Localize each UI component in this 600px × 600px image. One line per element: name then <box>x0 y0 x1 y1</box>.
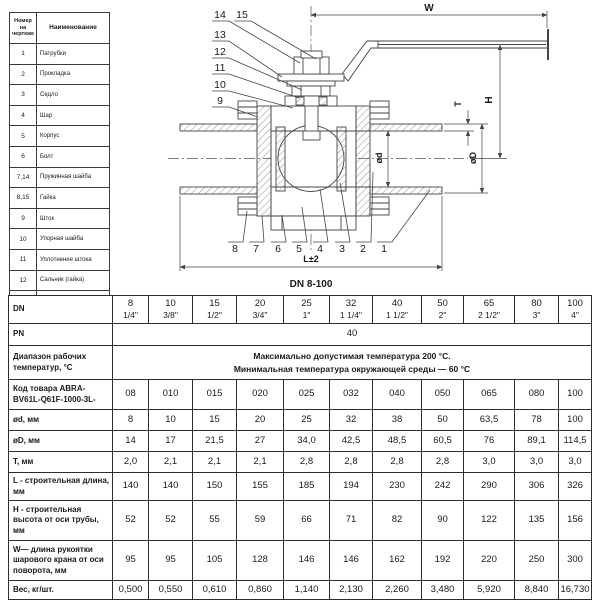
parts-table-header <box>10 13 110 44</box>
spec-row-label: T, мм <box>9 452 113 473</box>
part-row <box>10 188 110 209</box>
spec-cell: 42,5 <box>330 431 373 452</box>
spec-cell: 020 <box>237 380 284 410</box>
spec-cell: 306 <box>515 473 559 501</box>
spec-row-label: Диапазон рабочих температур, °C <box>9 346 113 380</box>
pipe-wall <box>180 187 257 194</box>
dn-mm: 65 <box>483 297 495 309</box>
end-cap <box>356 106 370 216</box>
part-name: Упорная шайба <box>37 229 110 250</box>
spec-cell: 2,1 <box>237 452 284 473</box>
spec-cell: 156 <box>559 501 592 541</box>
end-cap <box>257 106 271 216</box>
spec-cell <box>113 296 149 324</box>
spec-cell: 38 <box>373 410 422 431</box>
spec-cell: 50 <box>422 410 464 431</box>
callout-number: 12 <box>214 46 226 58</box>
bonnet <box>285 96 337 106</box>
spec-cell: 290 <box>464 473 515 501</box>
callout-number: 2 <box>360 243 366 255</box>
spec-cell: 185 <box>284 473 330 501</box>
part-number: 7,14 <box>10 167 37 188</box>
handle <box>342 29 548 81</box>
spec-cell <box>149 296 193 324</box>
part-row <box>10 126 110 147</box>
spec-cell: 95 <box>149 541 193 581</box>
spec-cell: 0,500 <box>113 581 149 600</box>
spec-cell: 032 <box>330 380 373 410</box>
spec-cell: 60,5 <box>422 431 464 452</box>
spec-cell: 71 <box>330 501 373 541</box>
dn-mm: 15 <box>209 297 220 309</box>
spec-cell: 230 <box>373 473 422 501</box>
spec-cell: 16,730 <box>559 581 592 600</box>
spec-row <box>9 473 592 501</box>
spec-cell: 0,610 <box>193 581 237 600</box>
handle-base <box>278 74 344 81</box>
spec-cell <box>464 296 515 324</box>
part-name: Уплотнение штока <box>37 249 110 270</box>
dn-inch: 1/4" <box>123 309 138 320</box>
part-name: Шток <box>37 208 110 229</box>
spec-cell: 25 <box>284 410 330 431</box>
spec-cell: 0,550 <box>149 581 193 600</box>
pipe-wall <box>370 124 442 131</box>
part-name: Болт <box>37 146 110 167</box>
spec-cell: 20 <box>237 410 284 431</box>
callout-number: 6 <box>275 243 281 255</box>
spec-cell: 146 <box>284 541 330 581</box>
part-row <box>10 105 110 126</box>
spec-cell: 8,840 <box>515 581 559 600</box>
part-row <box>10 167 110 188</box>
spec-row-temp <box>9 346 592 380</box>
seat <box>337 127 346 191</box>
callout-number: 11 <box>214 62 226 74</box>
spec-cell: 90 <box>422 501 464 541</box>
part-number: 3 <box>10 85 37 106</box>
callout-number: 3 <box>339 243 345 255</box>
part-row <box>10 249 110 270</box>
dn-inch: 1 1/4" <box>340 309 362 320</box>
dim-label-l: L±2 <box>303 254 319 264</box>
spec-cell: 17 <box>149 431 193 452</box>
spec-table <box>8 295 592 600</box>
spec-cell: 128 <box>237 541 284 581</box>
part-number: 2 <box>10 64 37 85</box>
dn-inch: 1 1/2" <box>386 309 408 320</box>
spec-row <box>9 380 592 410</box>
spec-cell: 63,5 <box>464 410 515 431</box>
temp-line-1: Максимально допустимая температура 200 °C. <box>253 350 451 361</box>
spec-cell: 3,480 <box>422 581 464 600</box>
spec-cell: 40 <box>113 324 592 346</box>
spec-cell: 27 <box>237 431 284 452</box>
spec-cell: 08 <box>113 380 149 410</box>
pipe-wall <box>370 187 442 194</box>
part-name: Пружинная шайба <box>37 167 110 188</box>
spec-row <box>9 541 592 581</box>
spec-row-label: W— длина рукоятки шарового крана от оси поворота, мм <box>9 541 113 581</box>
spec-cell: 59 <box>237 501 284 541</box>
part-number: 12 <box>10 270 37 291</box>
callout-number: 13 <box>214 29 226 41</box>
spec-row <box>9 431 592 452</box>
spec-cell: 025 <box>284 380 330 410</box>
part-number: 10 <box>10 229 37 250</box>
spec-cell: 3,0 <box>559 452 592 473</box>
drawing-caption: DN 8-100 <box>289 279 333 290</box>
spec-row <box>9 410 592 431</box>
spec-row-label: øD, мм <box>9 431 113 452</box>
thrust-washer <box>287 81 335 86</box>
callout-number: 10 <box>214 79 226 91</box>
spec-cell: 155 <box>237 473 284 501</box>
ball-valve-drawing <box>130 0 600 292</box>
dn-inch: 3" <box>532 309 541 320</box>
spec-row-pn <box>9 324 592 346</box>
spec-cell: 220 <box>464 541 515 581</box>
part-name: Шар <box>37 105 110 126</box>
spec-cell: 52 <box>149 501 193 541</box>
spec-cell: 140 <box>149 473 193 501</box>
dim-label-w: W <box>424 3 434 14</box>
spec-row-label: L - строительная длина, мм <box>9 473 113 501</box>
spec-cell: 040 <box>373 380 422 410</box>
spec-cell: 48,5 <box>373 431 422 452</box>
seat <box>276 127 285 191</box>
spec-cell: 2,1 <box>149 452 193 473</box>
dn-inch: 1" <box>302 309 311 320</box>
dn-mm: 10 <box>165 297 176 309</box>
spec-cell: 10 <box>149 410 193 431</box>
dn-mm: 50 <box>437 297 448 309</box>
spec-cell: 140 <box>113 473 149 501</box>
spec-row-dn <box>9 296 592 324</box>
spec-row-label: Код товара ABRA-BV61L-Q61F-1000-3L- <box>9 380 113 410</box>
dn-inch: 2 1/2" <box>478 309 500 320</box>
callout-number: 15 <box>236 9 248 21</box>
spec-cell: 8 <box>113 410 149 431</box>
callout-number: 7 <box>253 243 259 255</box>
dn-mm: 80 <box>531 297 542 309</box>
dim-label-od-small: ød <box>374 152 384 164</box>
parts-table <box>9 12 110 312</box>
spec-row-label: PN <box>9 324 113 346</box>
parts-col-name: Наименование <box>37 13 110 44</box>
dn-inch: 3/4" <box>252 309 268 320</box>
callout-number: 5 <box>296 243 302 255</box>
part-name: Гайка <box>37 188 110 209</box>
spec-cell: 89,1 <box>515 431 559 452</box>
spec-cell: 135 <box>515 501 559 541</box>
spec-cell: 78 <box>515 410 559 431</box>
spec-cell: 3,0 <box>464 452 515 473</box>
callout-number: 9 <box>217 95 223 107</box>
spec-row <box>9 501 592 541</box>
spec-cell: 146 <box>330 541 373 581</box>
part-number: 5 <box>10 126 37 147</box>
valve-body-section <box>180 29 548 230</box>
spec-cell: 15 <box>193 410 237 431</box>
dn-inch: 2" <box>438 309 447 320</box>
spec-cell: 21,5 <box>193 431 237 452</box>
spec-cell: 150 <box>193 473 237 501</box>
dim-label-h: H <box>484 96 495 104</box>
part-number: 4 <box>10 105 37 126</box>
dn-inch: 3/8" <box>163 309 178 320</box>
spec-cell: 162 <box>373 541 422 581</box>
spec-cell <box>237 296 284 324</box>
gland-nut <box>292 86 330 96</box>
dn-mm: 40 <box>391 297 403 309</box>
spec-cell: 065 <box>464 380 515 410</box>
spec-cell: 5,920 <box>464 581 515 600</box>
spec-cell <box>113 346 592 380</box>
spec-cell: 300 <box>559 541 592 581</box>
spec-cell <box>373 296 422 324</box>
spec-cell: 242 <box>422 473 464 501</box>
part-row <box>10 270 110 291</box>
spec-cell: 326 <box>559 473 592 501</box>
pipe-wall <box>180 124 257 131</box>
spec-cell <box>422 296 464 324</box>
spec-cell: 32 <box>330 410 373 431</box>
parts-col-number: Номер на чертеже <box>10 13 37 44</box>
stem-nut <box>294 57 329 74</box>
spec-cell: 2,130 <box>330 581 373 600</box>
spec-cell: 2,1 <box>193 452 237 473</box>
spec-cell: 1,140 <box>284 581 330 600</box>
spec-row-label: H - строительная высота от оси трубы, мм <box>9 501 113 541</box>
spec-cell <box>193 296 237 324</box>
spec-cell: 2,0 <box>113 452 149 473</box>
callout-number: 8 <box>232 243 238 255</box>
part-row <box>10 208 110 229</box>
spec-cell: 114,5 <box>559 431 592 452</box>
spec-row-label: Вес, кг/шт. <box>9 581 113 600</box>
spec-cell: 192 <box>422 541 464 581</box>
part-name: Сальник (гайка) <box>37 270 110 291</box>
dn-inch: 1/2" <box>207 309 222 320</box>
spec-cell: 105 <box>193 541 237 581</box>
part-number: 1 <box>10 44 37 65</box>
spec-cell: 55 <box>193 501 237 541</box>
stem-packing <box>296 97 304 105</box>
callout-leader <box>249 216 264 242</box>
spec-cell: 2,8 <box>422 452 464 473</box>
spec-cell <box>559 296 592 324</box>
dn-inch: 4" <box>571 309 579 320</box>
part-name: Патрубки <box>37 44 110 65</box>
spec-cell: 050 <box>422 380 464 410</box>
spec-cell: 080 <box>515 380 559 410</box>
spec-cell: 100 <box>559 410 592 431</box>
dim-label-od-big: øD <box>468 152 478 164</box>
part-row <box>10 64 110 85</box>
part-row <box>10 44 110 65</box>
spec-row-label: DN <box>9 296 113 324</box>
dn-mm: 32 <box>345 297 357 309</box>
temp-line-2: Минимальная температура окружающей среды — 60 °C <box>233 363 471 374</box>
part-number: 9 <box>10 208 37 229</box>
spec-row-label: ød, мм <box>9 410 113 431</box>
spec-cell: 015 <box>193 380 237 410</box>
dn-mm: 20 <box>254 297 266 309</box>
callout-number: 4 <box>317 243 323 255</box>
spec-cell: 0,860 <box>237 581 284 600</box>
spec-cell: 2,260 <box>373 581 422 600</box>
spec-cell <box>515 296 559 324</box>
spec-row <box>9 581 592 600</box>
spec-cell: 95 <box>113 541 149 581</box>
spec-cell: 76 <box>464 431 515 452</box>
spec-cell <box>284 296 330 324</box>
spec-row <box>9 452 592 473</box>
stem-packing <box>319 97 327 105</box>
spec-cell: 100 <box>559 380 592 410</box>
dn-mm: 8 <box>127 297 134 309</box>
part-row <box>10 85 110 106</box>
spec-cell: 010 <box>149 380 193 410</box>
spec-cell: 2,8 <box>373 452 422 473</box>
part-name: Прокладка <box>37 64 110 85</box>
spec-cell: 194 <box>330 473 373 501</box>
spec-cell: 250 <box>515 541 559 581</box>
part-number: 8,15 <box>10 188 37 209</box>
part-number: 11 <box>10 249 37 270</box>
spec-cell: 122 <box>464 501 515 541</box>
callout-number: 14 <box>214 9 226 21</box>
spec-cell: 2,8 <box>284 452 330 473</box>
bottom-boss <box>282 216 341 230</box>
part-row <box>10 146 110 167</box>
spec-cell: 2,8 <box>330 452 373 473</box>
dn-mm: 100 <box>567 297 583 309</box>
dim-label-t: T <box>453 101 463 107</box>
spec-cell: 3,0 <box>515 452 559 473</box>
spec-cell: 82 <box>373 501 422 541</box>
spec-cell: 52 <box>113 501 149 541</box>
callout-number: 1 <box>381 243 387 255</box>
part-row <box>10 229 110 250</box>
part-name: Седло <box>37 85 110 106</box>
part-number: 6 <box>10 146 37 167</box>
spec-cell: 66 <box>284 501 330 541</box>
dn-mm: 25 <box>301 297 312 309</box>
callout-leader <box>228 211 247 242</box>
spec-cell <box>330 296 373 324</box>
spec-cell: 14 <box>113 431 149 452</box>
part-name: Корпус <box>37 126 110 147</box>
spec-cell: 34,0 <box>284 431 330 452</box>
